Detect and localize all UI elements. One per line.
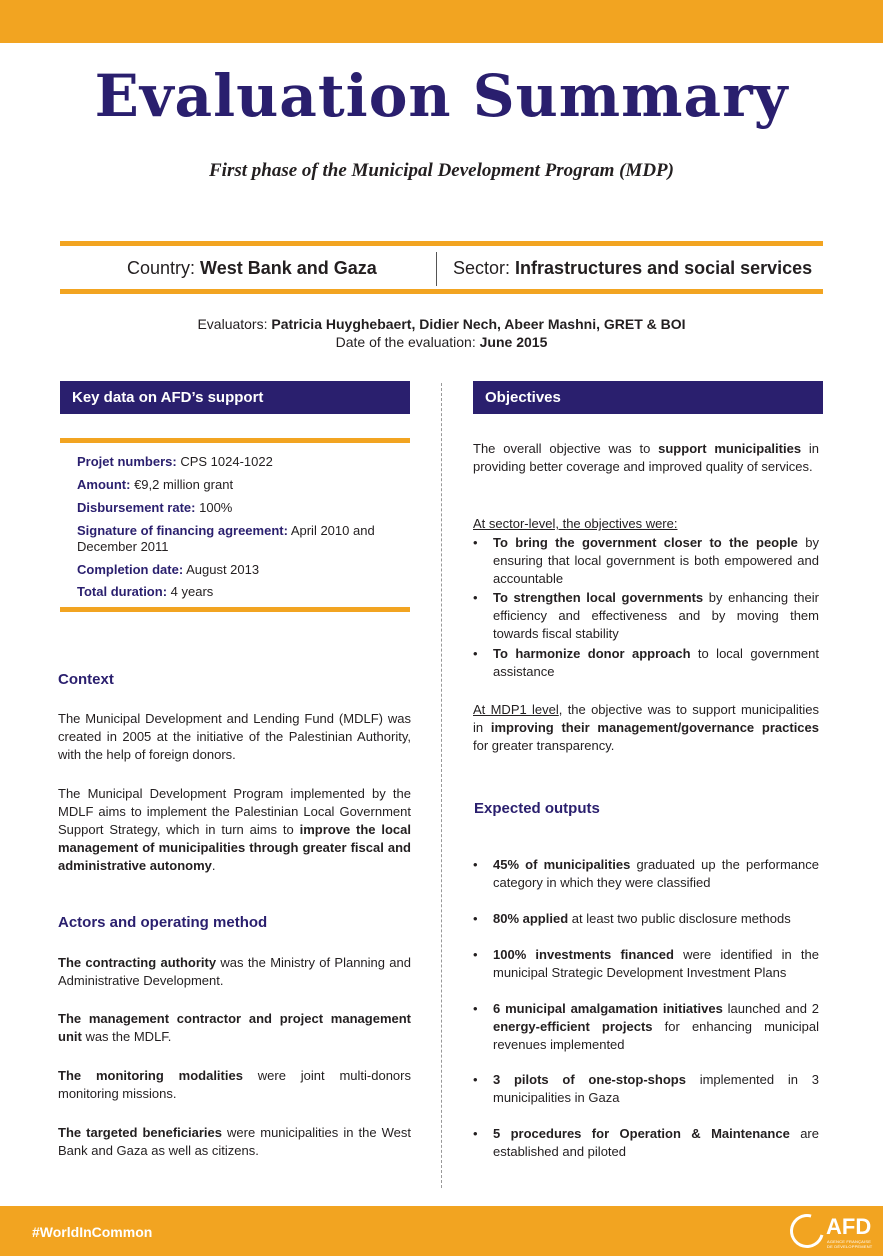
divider-bottom [60,289,823,294]
key-data-item: Disbursement rate: 100% [77,500,233,515]
info-separator [436,252,437,286]
output-bullet: • 100% investments financed were identified in the municipal Strategic Development Investment Plans [473,947,819,980]
output-bullet: • 45% of municipalities graduated up the performance category in which they were classified [473,857,819,890]
country-label: Country: [127,258,196,278]
key-data-item: Completion date: August 2013 [77,562,260,577]
divider-top [60,241,823,246]
key-data-item: Projet numbers: CPS 1024-1022 [77,454,273,469]
objective-bullet: • To strengthen local governments by enhancing their efficiency and effectiveness and by moving them towards fiscal stability [473,590,819,641]
sector-value: Infrastructures and social services [515,258,813,278]
output-bullet: • 6 municipal amalgamation initiatives launched and 2 energy-efficient projects for enhancing municipal revenues implemented [473,1001,819,1052]
context-paragraph-2: The Municipal Development Program implemented by the MDLF aims to implement the Palestinian Local Government Support Strategy, which in turn aims to improve the local management of municipalities through greater fiscal and administrative autonomy. [58,786,412,873]
overall-objective: The overall objective was to support municipalities in providing better coverage and improved quality of services. [473,441,819,474]
objectives-heading: Objectives [473,381,823,414]
country-field [127,258,377,279]
context-heading: Context [58,671,114,688]
actor-item: The contracting authority was the Ministry of Planning and Administrative Development. [58,955,411,988]
hashtag-link[interactable]: #WorldInCommon [32,1224,153,1240]
date-value: June 2015 [479,334,548,350]
evaluators-label: Evaluators: [197,316,268,332]
key-data-rule-top [60,438,410,443]
key-data-item: Total duration: 4 years [77,584,214,599]
actor-item: The targeted beneficiaries were municipalities in the West Bank and Gaza as well as citizens. [58,1125,411,1158]
page-title: Evaluation Summary [94,62,789,130]
country-value: West Bank and Gaza [200,258,377,278]
logo-ring-icon [784,1208,830,1254]
key-data-item: Amount: €9,2 million grant [77,477,234,492]
actors-heading: Actors and operating method [58,914,268,931]
output-bullet: • 80% applied at least two public disclosure methods [473,911,791,926]
page-subtitle: First phase of the Municipal Development Program (MDP) [209,160,674,181]
context-paragraph-1: The Municipal Development and Lending Fund (MDLF) was created in 2005 at the initiative of the Palestinian Authority, with the help of foreign donors. [58,711,411,762]
sector-label: Sector: [453,258,511,278]
logo-wordmark: AFD [826,1214,872,1239]
evaluators-value: Patricia Huyghebaert, Didier Nech, Abeer Mashni, GRET & BOI [271,316,686,332]
output-bullet: • 5 procedures for Operation & Maintenance are established and piloted [473,1126,819,1159]
objective-bullet: • To harmonize donor approach to local government assistance [473,646,819,679]
evaluators-block [0,315,883,351]
key-data-item: Signature of financing agreement: April 2010 and December 2011 [77,523,375,554]
info-box [60,252,823,288]
top-banner [0,0,883,43]
output-bullet: • 3 pilots of one-stop-shops implemented in 3 municipalities in Gaza [473,1072,819,1105]
objective-bullet: • To bring the government closer to the people by ensuring that local government is both empowered and accountable [473,535,820,586]
mdp1-objective: At MDP1 level, the objective was to support municipalities in improving their management/governance practices for greater transparency. [473,702,819,753]
sector-field [453,258,812,279]
logo-tagline: AGENCE FRANÇAISE DE DÉVELOPPEMENT [827,1239,873,1249]
actor-item: The management contractor and project management unit was the MDLF. [58,1011,411,1044]
afd-logo [790,1214,874,1248]
outputs-heading: Expected outputs [474,800,600,817]
actor-item: The monitoring modalities were joint multi-donors monitoring missions. [58,1068,411,1101]
key-data-rule-bottom [60,607,410,612]
key-data-heading: Key data on AFD’s support [60,381,410,414]
sector-objectives-intro: At sector-level, the objectives were: [473,516,678,531]
date-label: Date of the evaluation: [335,334,476,350]
column-divider [441,383,442,1188]
